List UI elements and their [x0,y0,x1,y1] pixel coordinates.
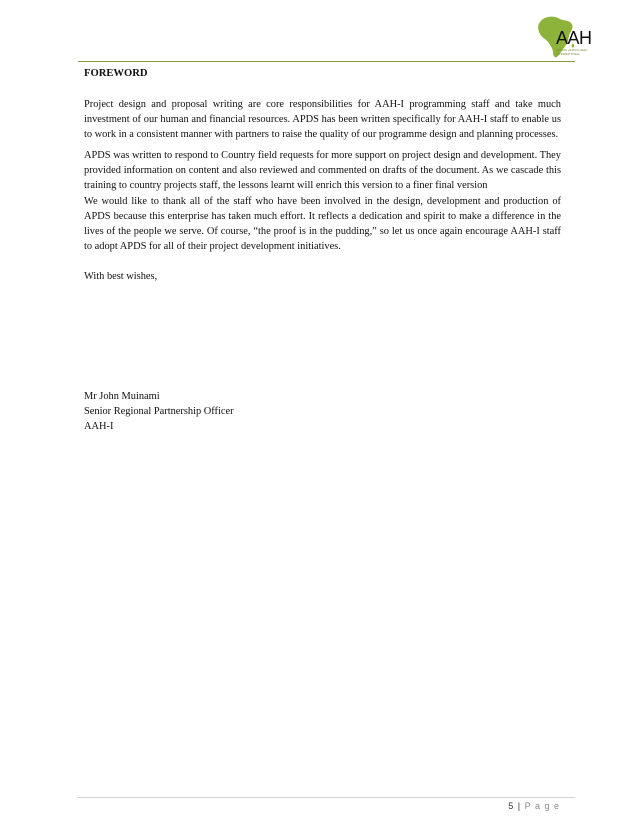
paragraph-3: We would like to thank all of the staff who have been involved in the design, development and production of APDS because this enterprise has taken much effort. It reflects a dedication and spirit to make a difference in the lives of the people we serve. Of course, “the proof is in the pudding,” so let us once again encourage AAH-I staff to adopt APDS for all of their project development initiatives. [84,196,561,252]
logo-wordmark: AAH [556,28,592,48]
signature-block [84,389,384,434]
page-footer [460,801,560,811]
page-title: FOREWORD [84,68,148,79]
closing-line: With best wishes, [84,271,158,282]
page-label: P a g e [524,801,560,811]
paragraph-1: Project design and proposal writing are core responsibilities for AAH-I programming staff and take much investment of our human and financial resources. APDS has been written specifically for AAH-I staff to enable us to work in a consistent manner with partners to raise the quality of our programme design and planning processes. [84,99,561,140]
footer-divider [78,797,575,798]
signatory-organization: AAH-I [84,421,114,432]
footer-separator: | [517,801,522,811]
page-number: 5 [508,801,515,811]
signatory-title: Senior Regional Partnership Officer [84,406,234,417]
signatory-name: Mr John Muinami [84,391,160,402]
paragraph-2: APDS was written to respond to Country field requests for more support on project design and development. They provided information on content and also reviewed and commented on drafts of the document. As we cascade this training to country projects staff, the lessons learnt will enrich this version to a finer final version [84,150,561,191]
document-body [84,66,561,284]
logo-tagline: ACTION AFRICA HELP INTERNATIONAL [556,48,588,56]
header-divider [78,61,575,62]
